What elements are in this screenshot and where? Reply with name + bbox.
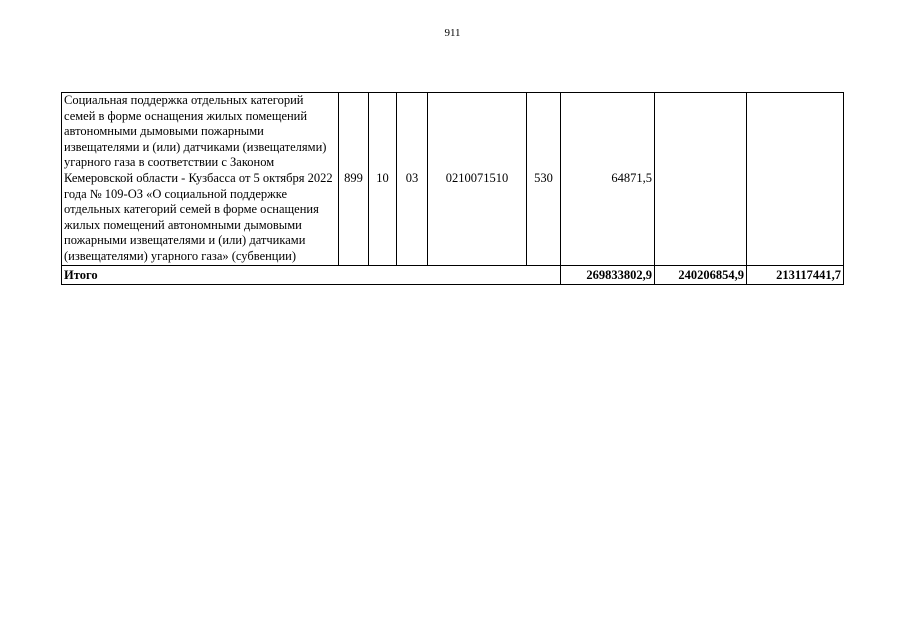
- page-number: 911: [444, 27, 461, 39]
- expense-type-cell: 530: [527, 93, 561, 266]
- total-amount-3: 213117441,7: [747, 265, 844, 284]
- total-row: [62, 265, 844, 284]
- section-code-cell: 10: [369, 93, 397, 266]
- target-article-cell: 0210071510: [428, 93, 527, 266]
- budget-table: [61, 92, 844, 285]
- amount-3-cell: [747, 93, 844, 266]
- ministry-code-cell: 899: [339, 93, 369, 266]
- table-row: [62, 93, 844, 266]
- total-label: Итого: [62, 265, 561, 284]
- amount-2-cell: [655, 93, 747, 266]
- total-amount-2: 240206854,9: [655, 265, 747, 284]
- subsection-code-cell: 03: [397, 93, 428, 266]
- amount-1-cell: 64871,5: [561, 93, 655, 266]
- row-description: Социальная поддержка отдельных категорий семей в форме оснащения жилых помещений автономными дымовыми пожарными извещателями и (или) датчиками (извещателями) угарного газа в соответствии с Законом Кемеровской области - Кузбасса от 5 октября 2022 года № 109-ОЗ «О социальной поддержке отдельных категорий семей в форме оснащения жилых помещений автономными дымовыми пожарными извещателями и (или) датчиками (извещателями) угарного газа» (субвенции): [62, 93, 339, 266]
- total-amount-1: 269833802,9: [561, 265, 655, 284]
